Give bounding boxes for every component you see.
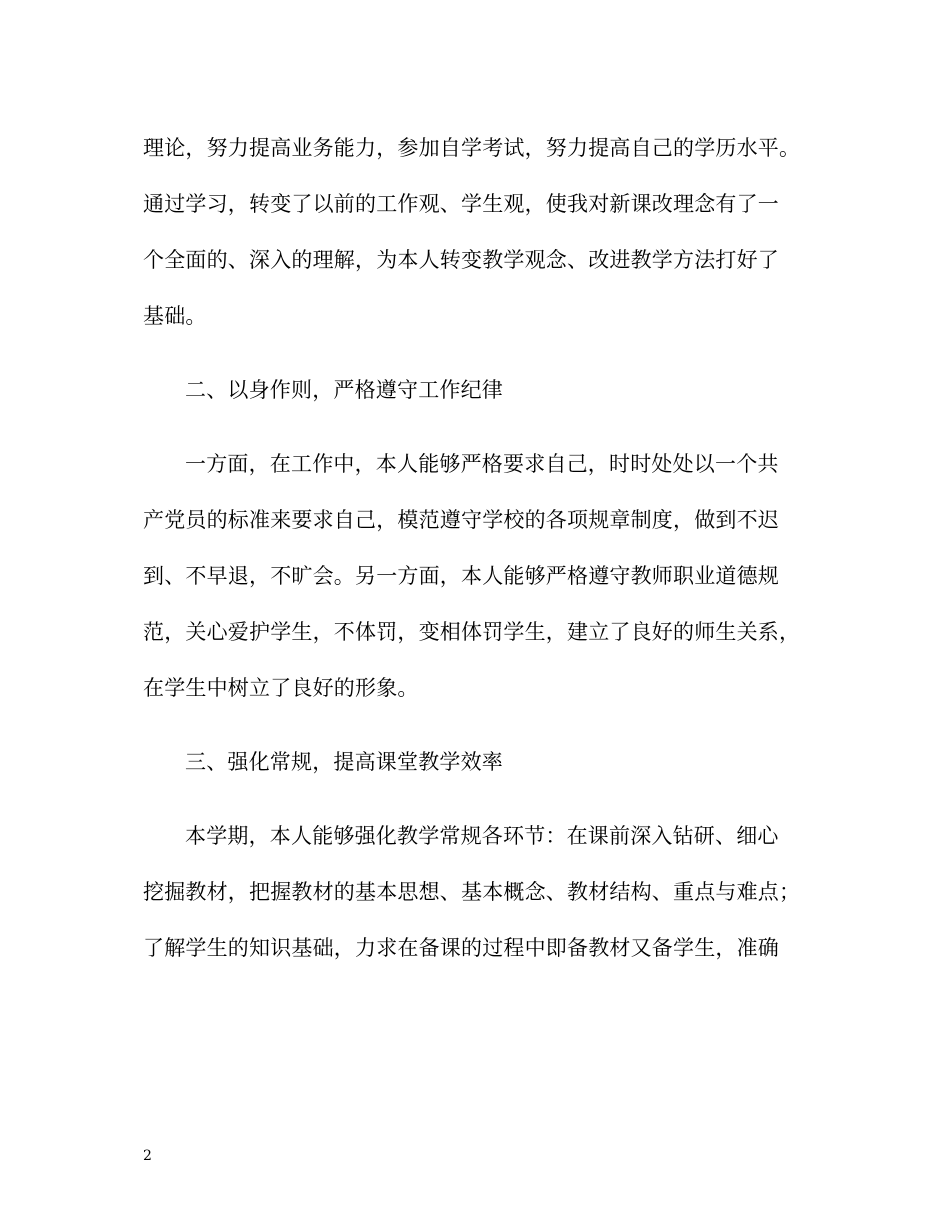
section-heading-2: 二、以身作则，严格遵守工作纪律	[185, 378, 503, 402]
text-line: 通过学习，转变了以前的工作观、学生观，使我对新课改理念有了一	[143, 192, 779, 216]
page-number: 2	[143, 1148, 152, 1164]
text-line: 产党员的标准来要求自己，模范遵守学校的各项规章制度，做到不迟	[143, 508, 779, 532]
section-heading-3: 三、强化常规，提高课堂教学效率	[185, 750, 503, 774]
text-line: 基础。	[143, 304, 207, 328]
text-line: 在学生中树立了良好的形象。	[143, 676, 419, 700]
text-line: 了解学生的知识基础，力求在备课的过程中即备教材又备学生，准确	[143, 936, 779, 960]
text-line: 到、不早退，不旷会。另一方面，本人能够严格遵守教师职业道德规	[143, 564, 779, 588]
body-text	[143, 120, 823, 976]
text-line: 本学期，本人能够强化教学常规各环节：在课前深入钻研、细心	[185, 824, 779, 848]
text-line: 一方面，在工作中，本人能够严格要求自己，时时处处以一个共	[185, 452, 779, 476]
text-line: 范，关心爱护学生，不体罚，变相体罚学生，建立了良好的师生关系，	[143, 620, 801, 644]
text-line: 理论，努力提高业务能力，参加自学考试，努力提高自己的学历水平。	[143, 136, 801, 160]
text-line: 个全面的、深入的理解，为本人转变教学观念、改进教学方法打好了	[143, 248, 779, 272]
text-line: 挖掘教材，把握教材的基本思想、基本概念、教材结构、重点与难点；	[143, 880, 801, 904]
